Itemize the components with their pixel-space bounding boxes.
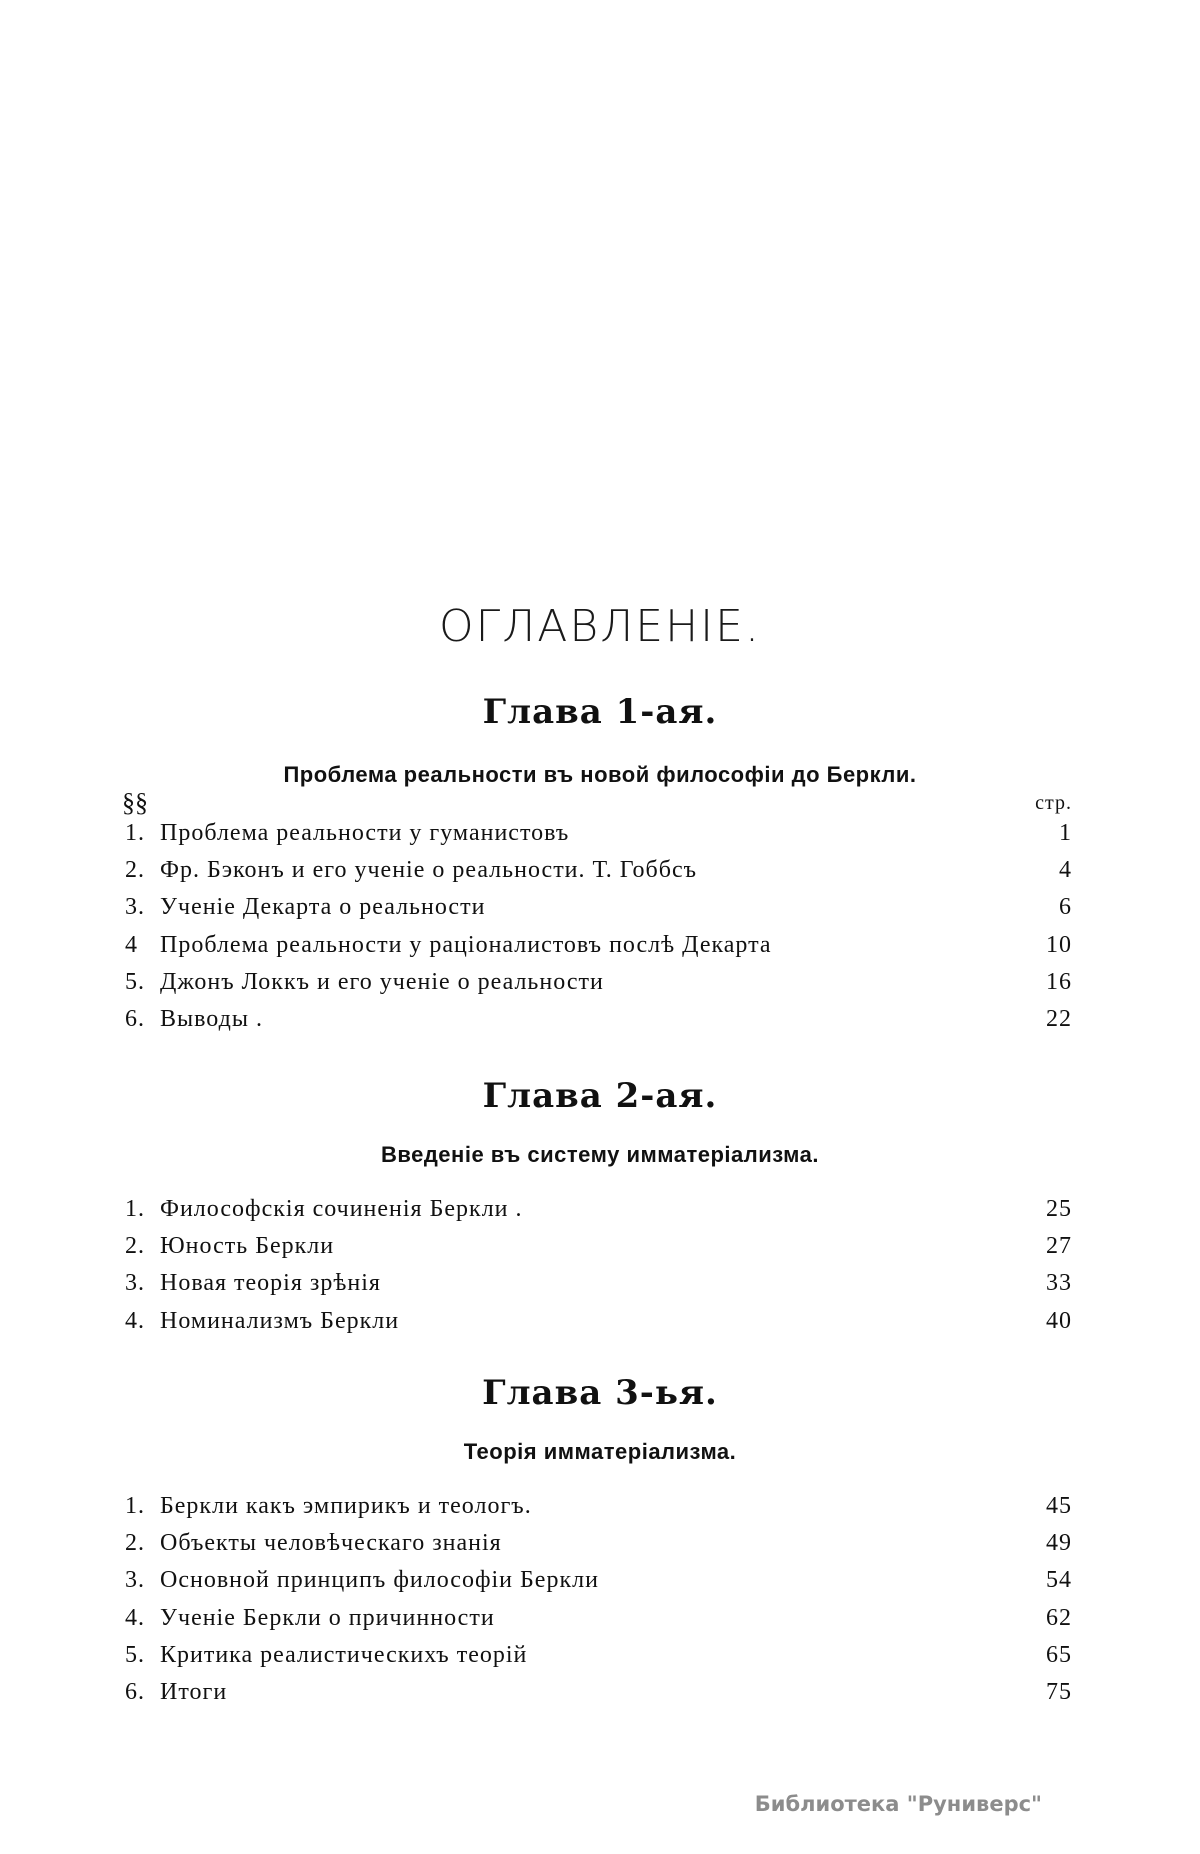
entry-page: 16 <box>1046 968 1072 995</box>
column-labels <box>0 788 1200 816</box>
entry-number: 4. <box>125 1307 145 1334</box>
entry-page: 49 <box>1046 1530 1072 1557</box>
entry-title: Объекты человѣческаго знанія <box>160 1530 502 1557</box>
toc-entry <box>0 1308 1200 1345</box>
entry-page: 25 <box>1046 1196 1072 1222</box>
entry-number: 6. <box>125 1678 145 1705</box>
chapter-1 <box>0 692 1200 1043</box>
toc-entry <box>0 857 1200 894</box>
entry-number: 5. <box>125 1641 145 1668</box>
entry-number: 4 <box>125 931 138 958</box>
toc-entry <box>0 1679 1200 1716</box>
entry-number: 1. <box>125 1196 145 1222</box>
toc-list <box>0 1493 1200 1716</box>
toc-entry <box>0 894 1200 931</box>
entry-page: 40 <box>1046 1307 1072 1334</box>
entry-page: 27 <box>1046 1233 1072 1260</box>
entry-number: 3. <box>125 1270 145 1297</box>
entry-page: 62 <box>1046 1604 1072 1631</box>
entry-number: 6. <box>125 1005 145 1032</box>
entry-title: Основной принципъ философіи Беркли <box>160 1567 599 1594</box>
toc-entry <box>0 1642 1200 1679</box>
toc-list <box>0 820 1200 1043</box>
entry-title: Джонъ Локкъ и его ученіе о реальности <box>160 968 604 995</box>
entry-page: 65 <box>1046 1641 1072 1668</box>
chapter-heading: Глава 1-ая. <box>482 692 718 732</box>
toc-entry <box>0 1605 1200 1642</box>
entry-page: 6 <box>1059 894 1072 921</box>
entry-title: Юность Беркли <box>160 1233 335 1260</box>
entry-title: Философскія сочиненія Беркли . <box>160 1196 523 1222</box>
entry-number: 3. <box>125 894 145 921</box>
entry-number: 3. <box>125 1567 145 1594</box>
toc-entry <box>0 820 1200 857</box>
page-title: ОГЛАВЛЕНІЕ. <box>439 601 761 653</box>
toc-entry <box>0 1493 1200 1530</box>
entry-number: 5. <box>125 968 145 995</box>
entry-page: 4 <box>1059 857 1072 884</box>
toc-entry <box>0 969 1200 1006</box>
toc-list <box>0 1196 1200 1345</box>
chapter-subtitle: Проблема реальности въ новой философіи до Беркли. <box>283 762 917 787</box>
entry-title: Выводы . <box>160 1005 263 1032</box>
library-watermark: Библиотека "Руниверс" <box>754 1792 1042 1816</box>
entry-title: Беркли какъ эмпирикъ и теологъ. <box>160 1493 532 1519</box>
entry-title: Критика реалистическихъ теорій <box>160 1641 528 1668</box>
entry-number: 1. <box>125 1493 145 1519</box>
entry-title: Проблема реальности у гуманистовъ <box>160 820 570 846</box>
chapter-heading: Глава 3-ья. <box>482 1373 718 1413</box>
entry-page: 33 <box>1046 1270 1072 1297</box>
chapter-2 <box>0 1076 1200 1345</box>
toc-entry <box>0 1270 1200 1307</box>
chapter-subtitle: Введеніе въ систему имматеріализма. <box>380 1142 819 1167</box>
entry-title: Фр. Бэконъ и его ученіе о реальности. Т. Гоббсъ <box>160 857 698 884</box>
toc-entry <box>0 1233 1200 1270</box>
toc-entry <box>0 1567 1200 1604</box>
sections-label: §§ <box>122 788 148 817</box>
entry-page: 75 <box>1046 1678 1072 1705</box>
toc-entry <box>0 1530 1200 1567</box>
toc-entry <box>0 1006 1200 1043</box>
entry-title: Итоги <box>160 1678 228 1705</box>
entry-number: 4. <box>125 1604 145 1631</box>
chapter-3 <box>0 1373 1200 1716</box>
entry-page: 45 <box>1046 1493 1072 1519</box>
entry-page: 22 <box>1046 1005 1072 1032</box>
entry-number: 1. <box>125 820 145 846</box>
chapter-subtitle: Теорія имматеріализма. <box>463 1439 737 1464</box>
entry-page: 10 <box>1046 931 1072 958</box>
entry-title: Номинализмъ Беркли <box>160 1307 400 1334</box>
entry-number: 2. <box>125 1530 145 1557</box>
entry-number: 2. <box>125 1233 145 1260</box>
entry-title: Ученіе Декарта о реальности <box>160 894 486 921</box>
entry-title: Новая теорія зрѣнія <box>160 1270 381 1297</box>
entry-page: 54 <box>1046 1567 1072 1594</box>
chapter-heading: Глава 2-ая. <box>482 1076 718 1116</box>
toc-entry <box>0 932 1200 969</box>
entry-page: 1 <box>1059 820 1072 846</box>
page-label: стр. <box>1035 792 1072 814</box>
toc-entry <box>0 1196 1200 1233</box>
entry-title: Ученіе Беркли о причинности <box>160 1604 495 1631</box>
entry-number: 2. <box>125 857 145 884</box>
entry-title: Проблема реальности у раціоналистовъ послѣ Декарта <box>160 931 772 958</box>
